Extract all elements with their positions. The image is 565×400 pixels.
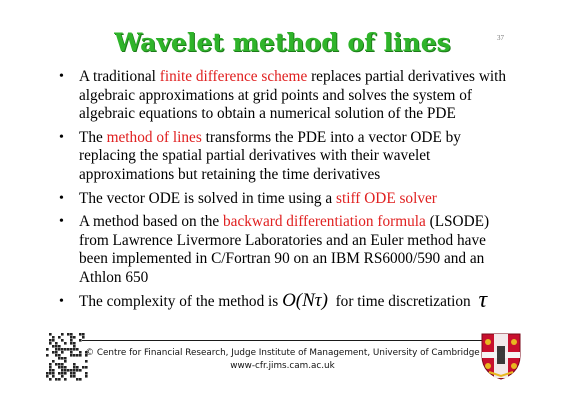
page-number: 37	[497, 34, 504, 42]
bullet-text: The	[79, 128, 107, 146]
bullet-highlight: finite difference scheme	[159, 68, 308, 85]
bullet-dot: •	[59, 293, 64, 309]
tau-symbol: τ	[478, 286, 488, 313]
bullet-item	[58, 68, 508, 124]
bullet-text: The complexity of the method is	[79, 292, 283, 310]
bullet-highlight: method of lines	[106, 128, 202, 146]
bullet-text: replaces partial derivatives with algebraic approximations at grid points and solves the system of algebraic equations to obtain a numerical solution of the PDE	[79, 68, 507, 123]
bullet-item	[58, 190, 508, 209]
bullet-highlight: backward differentiation formula	[223, 213, 426, 231]
bullet-dot: •	[59, 190, 64, 206]
bullet-item	[58, 286, 508, 313]
bullet-text: (LSODE) from Lawrence Livermore Laboratories and an Euler method have been implemented in C/Fortran 90 on an IBM RS6000/590 and an Athlon 650	[79, 213, 490, 286]
bullet-item	[58, 129, 508, 185]
bullet-highlight: stiff ODE solver	[336, 189, 437, 207]
bullet-list	[58, 68, 508, 316]
bullet-dot: •	[59, 129, 64, 145]
footer-url: www-cfr.jims.cam.ac.uk	[230, 361, 335, 371]
slide-title: Wavelet method of lines	[114, 28, 451, 57]
bullet-text: The vector ODE is solved in time using a	[79, 189, 337, 207]
footer	[80, 347, 485, 373]
bullet-item	[58, 213, 508, 287]
bullet-text: A method based on the	[79, 213, 224, 231]
bullet-text: for time discretization	[327, 292, 475, 310]
bullet-text: A traditional	[79, 68, 160, 85]
bullet-dot: •	[59, 214, 64, 230]
footer-divider	[82, 340, 492, 341]
footer-copyright: © Centre for Financial Research, Judge Institute of Management, University of Cambridge	[85, 348, 480, 358]
bullet-text: transforms the PDE into a vector ODE by replacing the spatial partial derivatives with their wavelet approximations but retaining the time derivatives	[79, 128, 461, 183]
bullet-dot: •	[59, 69, 64, 84]
cambridge-crest-icon	[480, 332, 522, 380]
complexity-formula: O(Nτ)	[282, 289, 328, 311]
